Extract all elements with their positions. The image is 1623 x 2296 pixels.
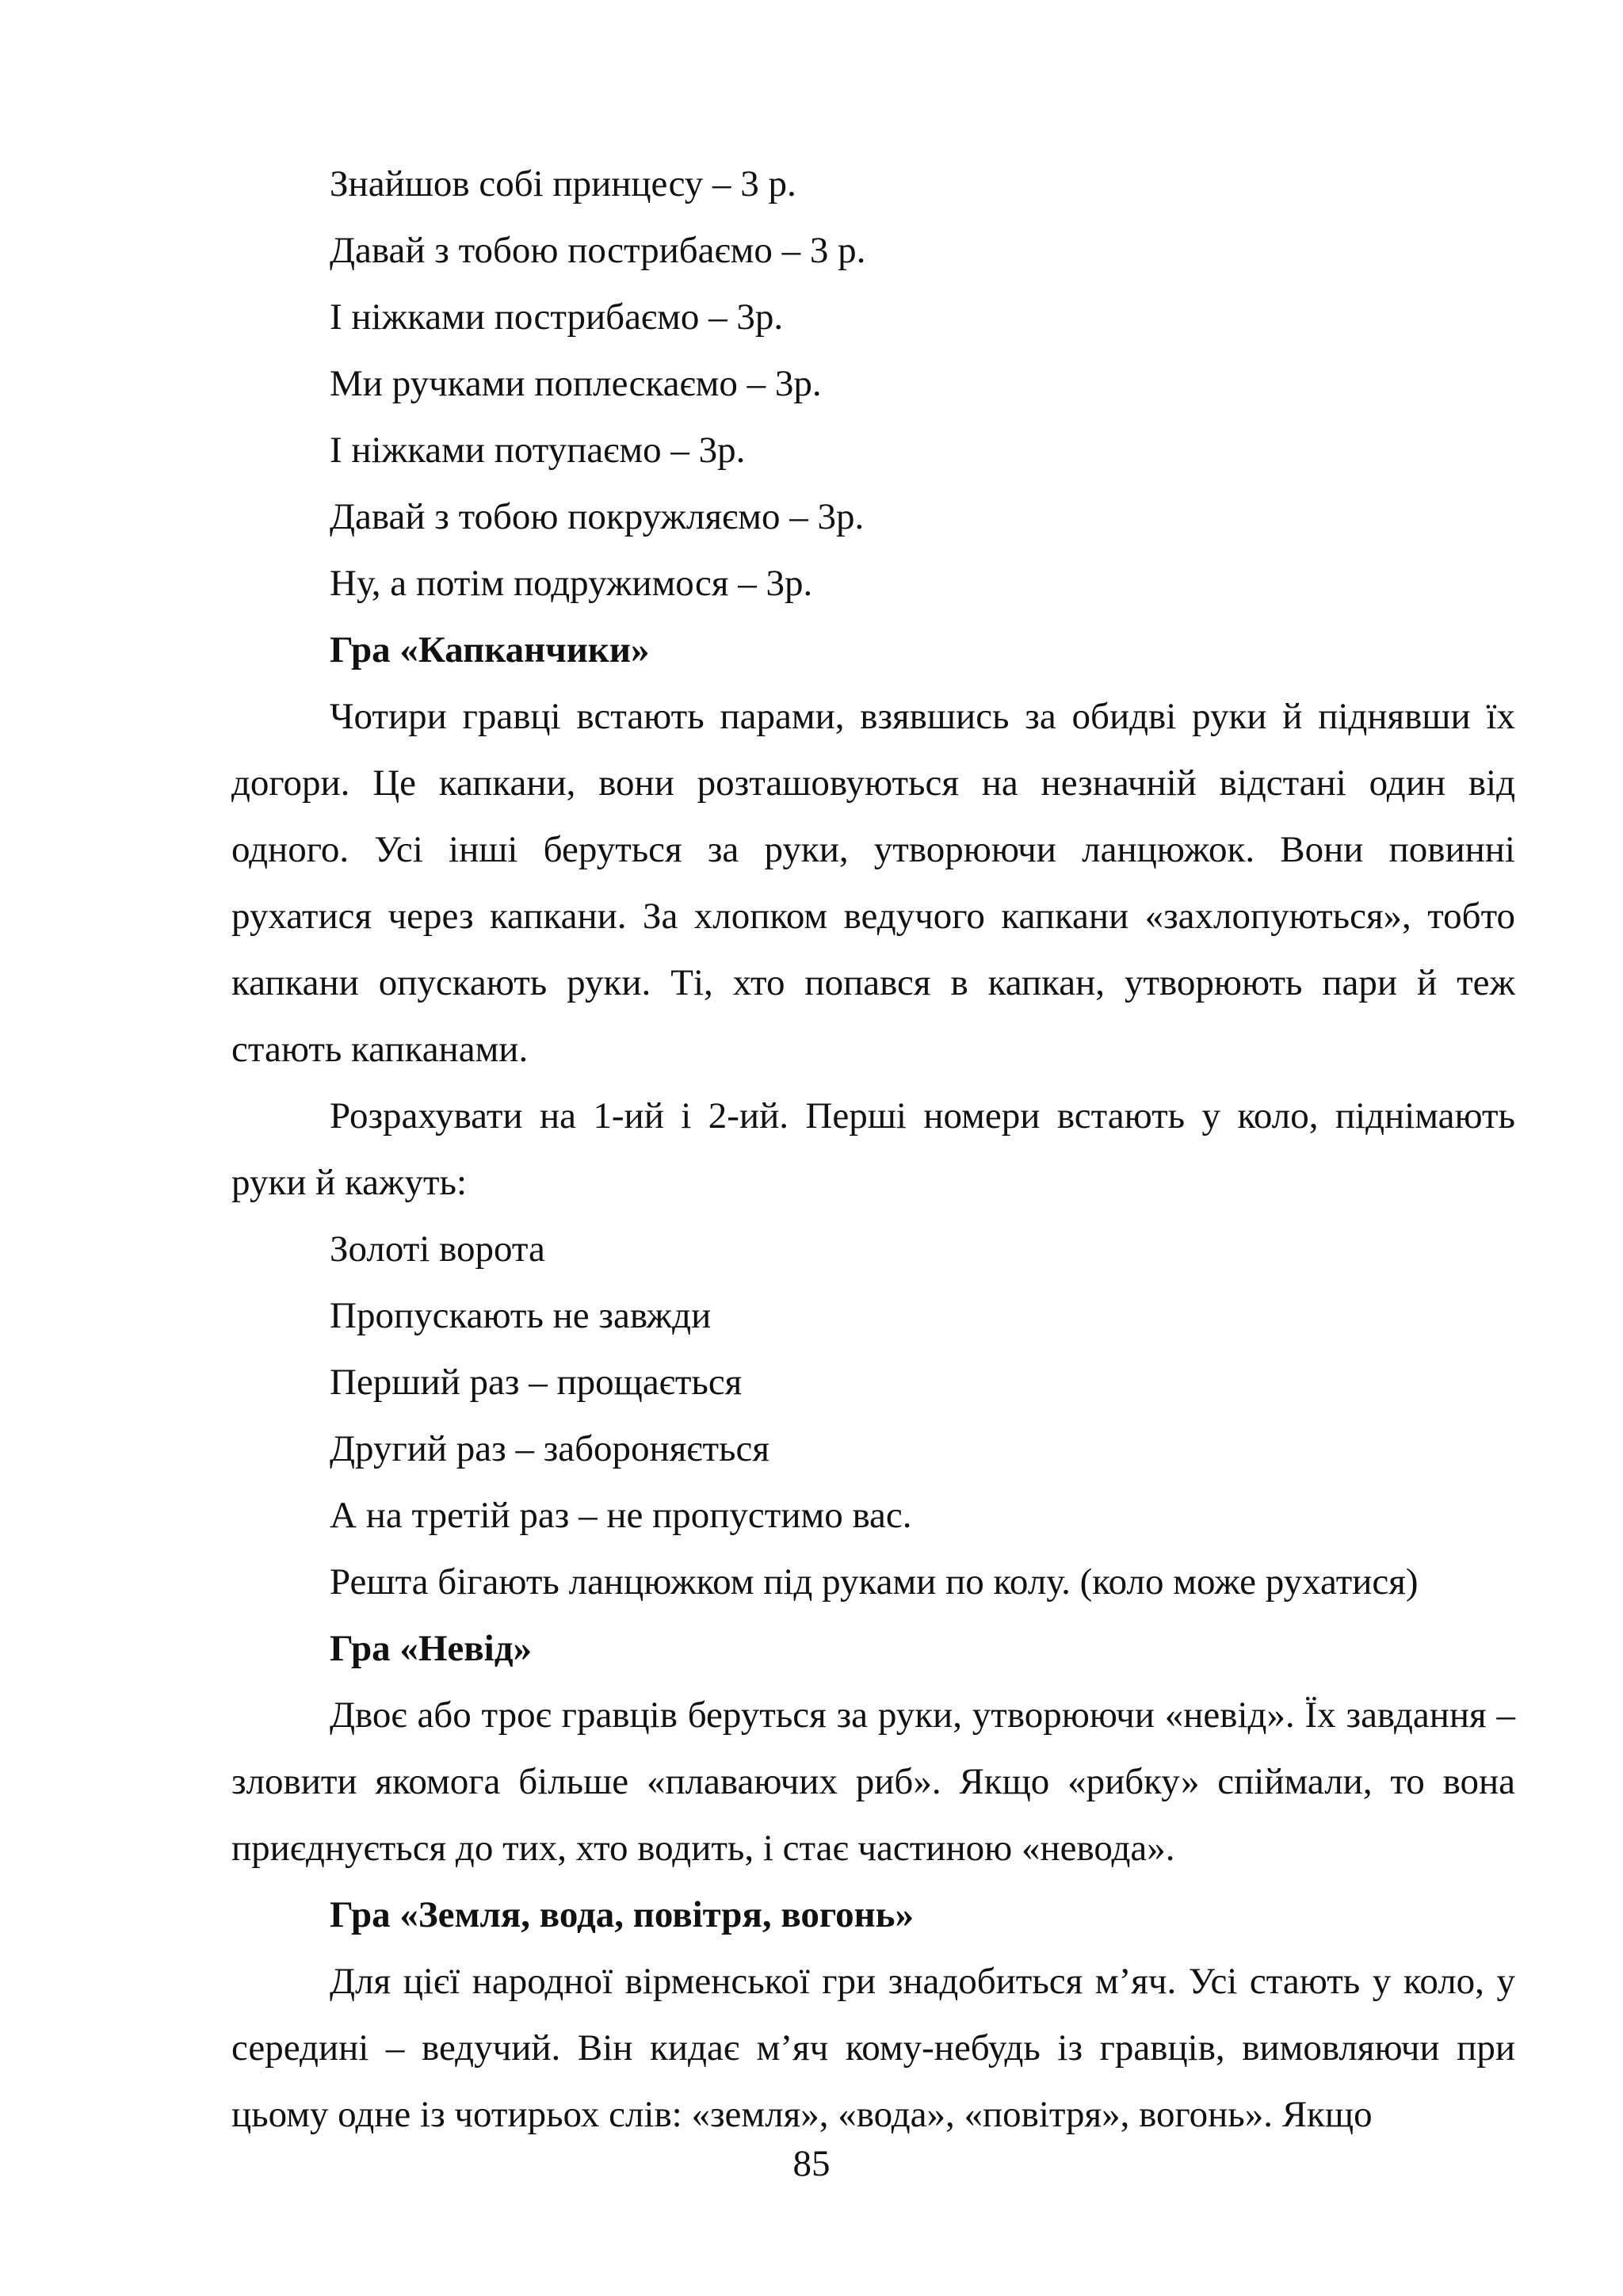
game-description-paragraph: Для цієї народної вірменської гри знадобиться м’яч. Усі стають у коло, у середині – ведучий. Він кидає м’яч кому-небудь із гравців, вимовляючи при цьому одне із чотирьох слів: «земля», «вода», «повітря», вогонь». Якщо xyxy=(231,1961,1515,2135)
game-heading-elements: Гра «Земля, вода, повітря, вогонь» xyxy=(330,1894,915,1935)
game-instruction-paragraph: Розрахувати на 1-ий і 2-ий. Перші номери встають у коло, піднімають руки й кажуть: xyxy=(231,1095,1515,1203)
verse-line: Давай з тобою пострибаємо – 3 р. xyxy=(330,230,866,271)
verse-line: Ну, а потім подружимося – 3р. xyxy=(330,563,813,604)
verse-line: Перший раз – прощається xyxy=(330,1362,743,1403)
verse-line: Золоті ворота xyxy=(330,1228,545,1270)
verse-line: І ніжками потупаємо – 3р. xyxy=(330,430,746,471)
game-note-line: Решта бігають ланцюжком під руками по колу. (коло може рухатися) xyxy=(330,1561,1419,1603)
verse-line: Пропускають не завжди xyxy=(330,1295,712,1336)
game-description-paragraph: Чотири гравці встають парами, взявшись за обидві руки й піднявши їх догори. Це капкани, вони розташовуються на незначній відстані один від одного. Усі інші беруться за руки, утворюючи ланцюжок. Вони повинні рухатися через капкани. За хлопком ведучого капкани «захлопуються», тобто капкани опускають руки. Ті, хто попався в капкан, утворюють пари й теж стають капканами. xyxy=(231,696,1515,1070)
verse-line: І ніжками пострибаємо – 3р. xyxy=(330,296,784,338)
game-heading-kapkanchyky: Гра «Капканчики» xyxy=(330,629,650,670)
verse-line: Ми ручками поплескаємо – 3р. xyxy=(330,363,822,404)
verse-line: Давай з тобою покружляємо – 3р. xyxy=(330,496,865,537)
page-number: 85 xyxy=(792,2143,831,2184)
verse-line: Знайшов собі принцесу – 3 р. xyxy=(330,163,796,204)
game-heading-nevid: Гра «Невід» xyxy=(330,1628,532,1669)
verse-line: Другий раз – забороняється xyxy=(330,1428,769,1469)
page-body xyxy=(231,151,1515,2148)
game-description-paragraph: Двоє або троє гравців беруться за руки, утворюючи «невід». Їх завдання – зловити якомога більше «плаваючих риб». Якщо «рибку» спіймали, то вона приєднується до тих, хто водить, і стає частиною «невода». xyxy=(231,1694,1515,1869)
verse-line: А на третій раз – не пропустимо вас. xyxy=(330,1495,912,1536)
